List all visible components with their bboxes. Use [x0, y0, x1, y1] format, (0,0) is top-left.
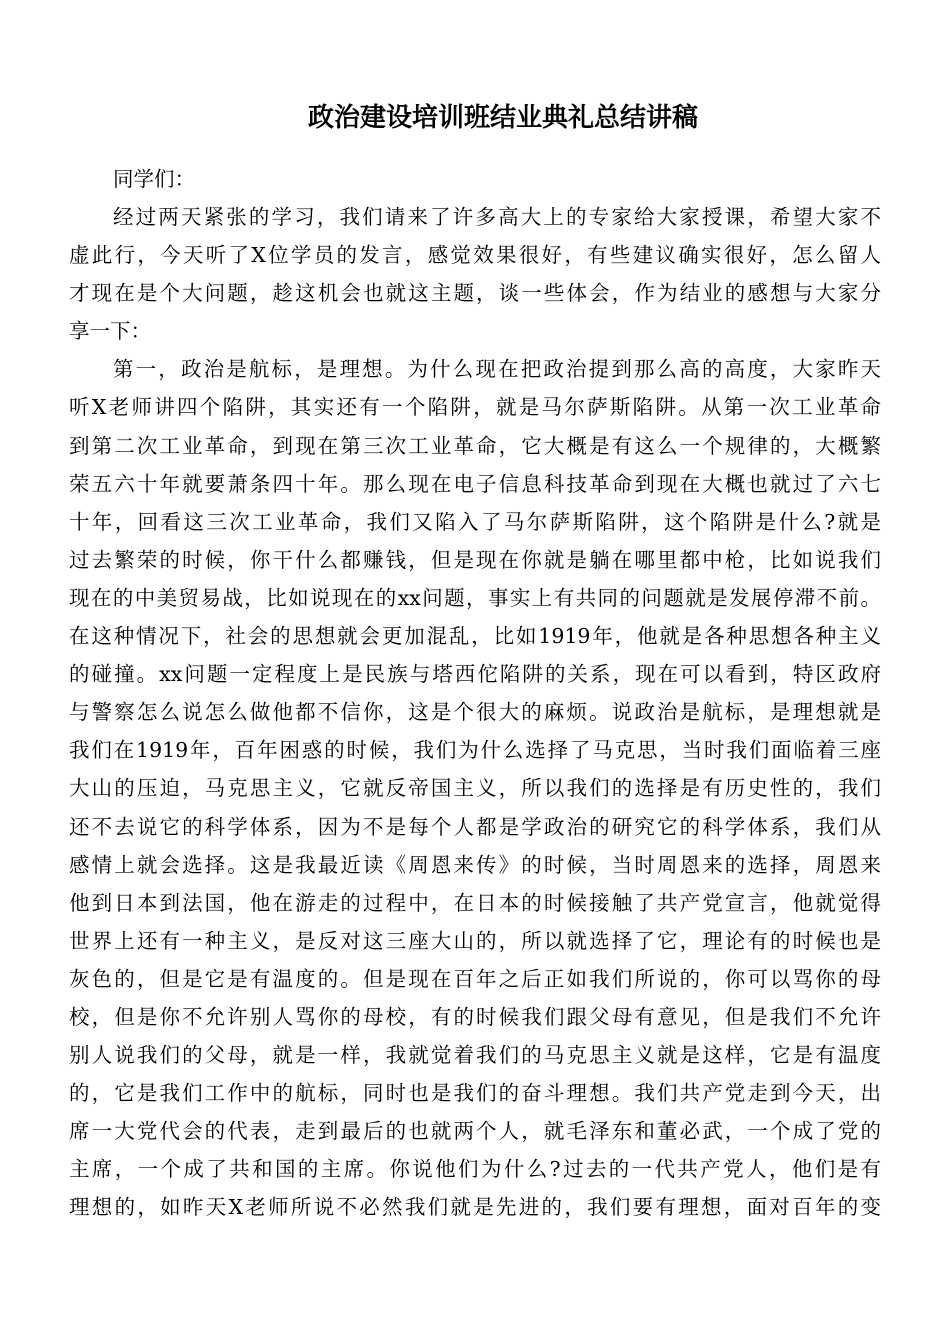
text-line: 才现在是个大问题，趁这机会也就这主题，谈一些体会，作为结业的感想与大家分 [69, 281, 881, 306]
text-line: 席一大党代会的代表，走到最后的也就两个人，就毛泽东和董必武，一个成了党的 [69, 1119, 881, 1144]
text-line: 理想的，如昨天X老师所说不必然我们就是先进的，我们要有理想，面对百年的变 [69, 1195, 881, 1220]
text-line: 与警察怎么说怎么做他都不信你，这是个很大的麻烦。说政治是航标，是理想就是 [69, 700, 881, 725]
text-line: 的，它是我们工作中的航标，同时也是我们的奋斗理想。我们共产党走到今天，出 [69, 1081, 881, 1106]
text-line: 主席，一个成了共和国的主席。你说他们为什么?过去的一代共产党人，他们是有 [69, 1157, 881, 1182]
text-line: 感情上就会选择。这是我最近读《周恩来传》的时候，当时周恩来的选择，周恩来 [69, 852, 881, 877]
text-line: 别人说我们的父母，就是一样，我就觉着我们的马克思主义就是这样，它是有温度 [69, 1043, 881, 1068]
text-line: 听X老师讲四个陷阱，其实还有一个陷阱，就是马尔萨斯陷阱。从第一次工业革命 [69, 395, 881, 420]
paragraph [69, 350, 881, 1226]
text-line: 我们在1919年，百年困惑的时候，我们为什么选择了马克思，当时我们面临着三座 [69, 738, 881, 763]
text-line: 第一，政治是航标，是理想。为什么现在把政治提到那么高的高度，大家昨天 [113, 357, 881, 382]
text-line: 校，但是你不允许别人骂你的母校，有的时候我们跟父母有意见，但是我们不允许 [69, 1004, 881, 1029]
text-line: 过去繁荣的时候，你干什么都赚钱，但是现在你就是躺在哪里都中枪，比如说我们 [69, 547, 881, 572]
text-line: 虚此行，今天听了X位学员的发言，感觉效果很好，有些建议确实很好，怎么留人 [69, 243, 881, 268]
text-line: 大山的压迫，马克思主义，它就反帝国主义，所以我们的选择是有历史性的，我们 [69, 776, 881, 801]
text-line: 现在的中美贸易战，比如说现在的xx问题，事实上有共同的问题就是发展停滞不前。 [69, 585, 881, 610]
text-line: 的碰撞。xx问题一定程度上是民族与塔西佗陷阱的关系，现在可以看到，特区政府 [69, 662, 881, 687]
text-line: 在这种情况下，社会的思想就会更加混乱，比如1919年，他就是各种思想各种主义 [69, 624, 881, 649]
text-line: 世界上还有一种主义，是反对这三座大山的，所以就选择了它，理论有的时候也是 [69, 928, 881, 953]
salutation: 同学们： [113, 167, 195, 191]
text-line: 享一下： [69, 319, 151, 344]
document-body [69, 198, 881, 1227]
text-line: 他到日本到法国，他在游走的过程中，在日本的时候接触了共产党宣言，他就觉得 [69, 890, 881, 915]
paragraph [69, 198, 881, 350]
document-title: 政治建设培训班结业典礼总结讲稿 [307, 103, 698, 133]
text-line: 还不去说它的科学体系，因为不是每个人都是学政治的研究它的科学体系，我们从 [69, 814, 881, 839]
text-line: 十年，回看这三次工业革命，我们又陷入了马尔萨斯陷阱，这个陷阱是什么?就是 [69, 509, 881, 534]
text-line: 灰色的，但是它是有温度的。但是现在百年之后正如我们所说的，你可以骂你的母 [69, 966, 881, 991]
text-line: 到第二次工业革命，到现在第三次工业革命，它大概是有这么一个规律的，大概繁 [69, 433, 881, 458]
text-line: 荣五六十年就要萧条四十年。那么现在电子信息科技革命到现在大概也就过了六七 [69, 471, 881, 496]
text-line: 经过两天紧张的学习，我们请来了许多高大上的专家给大家授课，希望大家不 [113, 205, 881, 229]
